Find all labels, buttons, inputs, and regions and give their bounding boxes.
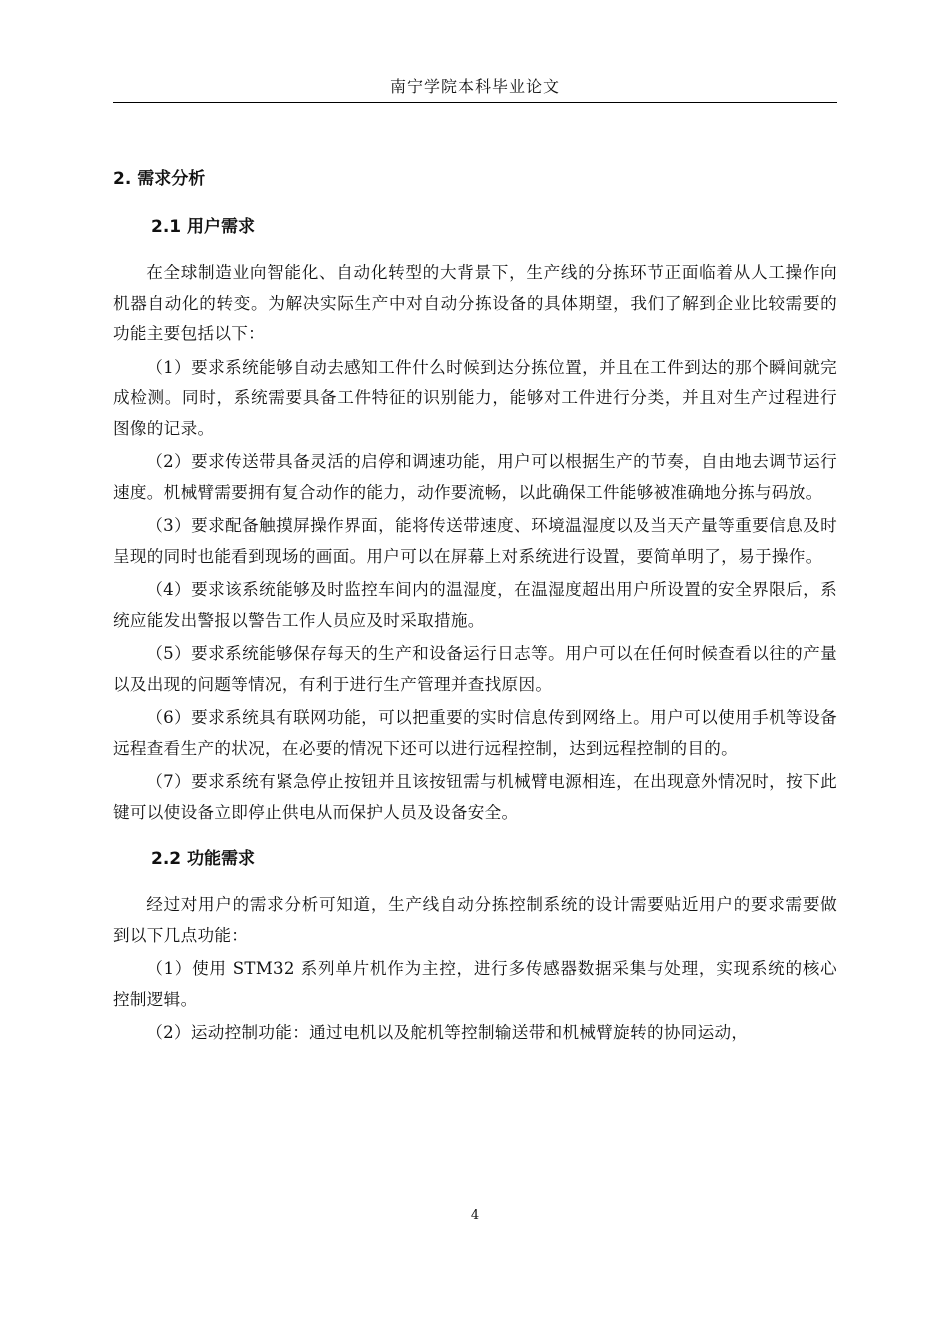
page-number: 4 [470,1208,480,1223]
paragraph: （2）运动控制功能：通过电机以及舵机等控制输送带和机械臂旋转的协同运动， [146,1023,749,1042]
paragraph: 在全球制造业向智能化、自动化转型的大背景下，生产线的分拣环节正面临着从人工操作向机器自动化的转变。为解决实际生产中对自动分拣设备的具体期望，我们了解到企业比较需要的功能主要包括以下： [113,263,837,343]
paragraph: （5）要求系统能够保存每天的生产和设备运行日志等。用户可以在任何时候查看以往的产量以及出现的问题等情况，有利于进行生产管理并查找原因。 [113,644,837,694]
paragraph: （1）要求系统能够自动去感知工件什么时候到达分拣位置，并且在工件到达的那个瞬间就完成检测。同时，系统需要具备工件特征的识别能力，能够对工件进行分类，并且对生产过程进行图像的记录。 [113,357,837,438]
paragraph: （6）要求系统具有联网功能，可以把重要的实时信息传到网络上。用户可以使用手机等设备远程查看生产的状况，在必要的情况下还可以进行远程控制，达到远程控制的目的。 [113,708,837,758]
page-header: 南宁学院本科毕业论文 [113,72,837,103]
document-body [113,164,837,1052]
paragraph: 经过对用户的需求分析可知道，生产线自动分拣控制系统的设计需要贴近用户的要求需要做到以下几点功能： [113,895,837,945]
paragraph: （2）要求传送带具备灵活的启停和调速功能，用户可以根据生产的节奏，自由地去调节运行速度。机械臂需要拥有复合动作的能力，动作要流畅，以此确保工件能够被准确地分拣与码放。 [113,452,837,502]
subsection-heading-user-requirements: 2.1 用户需求 [151,217,256,237]
paragraph: （1）使用 STM32 系列单片机作为主控，进行多传感器数据采集与处理，实现系统的核心控制逻辑。 [113,959,837,1009]
paragraph: （4）要求该系统能够及时监控车间内的温湿度，在温湿度超出用户所设置的安全界限后，系统应能发出警报以警告工作人员应及时采取措施。 [113,580,837,630]
paragraph: （7）要求系统有紧急停止按钮并且该按钮需与机械臂电源相连，在出现意外情况时，按下此键可以使设备立即停止供电从而保护人员及设备安全。 [113,772,837,822]
subsection-heading-functional-requirements: 2.2 功能需求 [151,849,256,869]
paragraph: （3）要求配备触摸屏操作界面，能将传送带速度、环境温湿度以及当天产量等重要信息及时呈现的同时也能看到现场的画面。用户可以在屏幕上对系统进行设置，要简单明了，易于操作。 [113,516,837,566]
section-heading: 2. 需求分析 [113,169,206,189]
